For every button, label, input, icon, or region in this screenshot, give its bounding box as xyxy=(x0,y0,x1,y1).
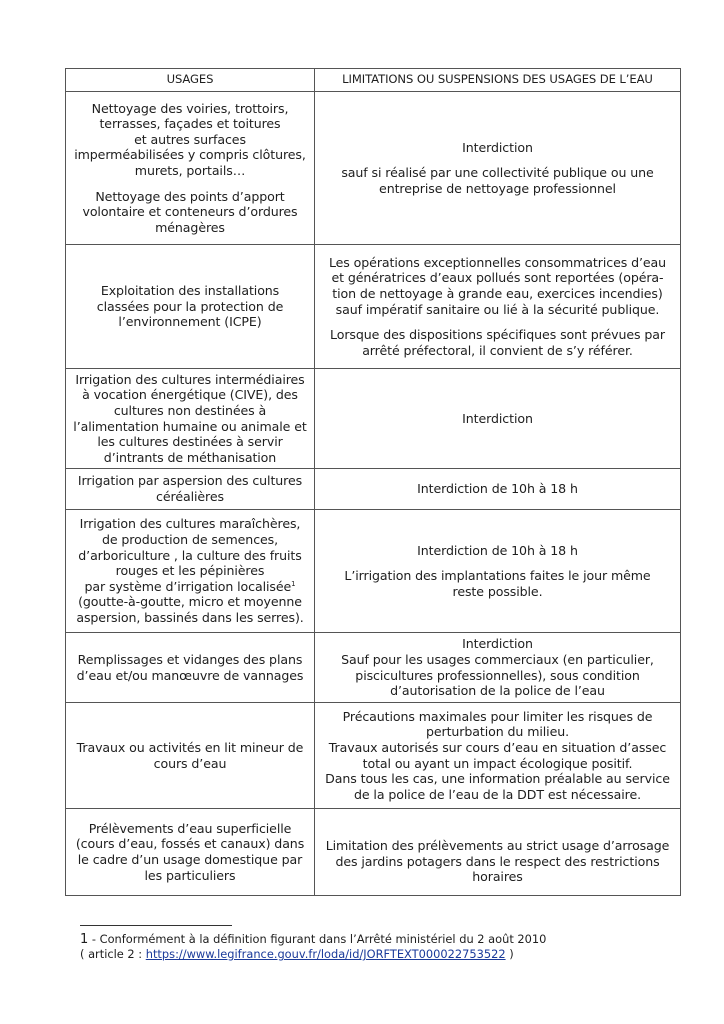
usage-text-line: cultures non destinées à xyxy=(113,402,267,418)
usage-text-line: l’environnement (ICPE) xyxy=(118,314,262,330)
usage-text-line: Nettoyage des voiries, trottoirs, xyxy=(91,100,289,116)
limitation-text-line: total ou ayant un impact écologique positif. xyxy=(362,755,633,771)
footnote-line-1: 1 - Conformément à la définition figurant dans l’Arrêté ministériel du 2 août 2010 xyxy=(80,932,547,947)
usage-cell xyxy=(66,245,315,369)
limitation-text-line: Interdiction xyxy=(462,139,533,155)
limitation-text-line: Dans tous les cas, une information préalable au service xyxy=(325,771,670,787)
limitation-text-line: et génératrices d’eaux pollués sont reportées (opéra- xyxy=(331,270,664,286)
table-row xyxy=(66,245,681,369)
limitation-text-line: Lorsque des dispositions spécifiques sont prévues par xyxy=(330,327,665,343)
usage-text-line: Irrigation des cultures maraîchères, xyxy=(79,516,301,532)
usage-text-line: (goutte-à-goutte, micro et moyenne xyxy=(78,594,302,610)
limitation-text-line: de la police de l’eau de la DDT est nécessaire. xyxy=(353,786,642,802)
footnote-line-2: ( article 2 : https://www.legifrance.gouv.fr/loda/id/JORFTEXT000022753522 ) xyxy=(80,947,514,961)
limitation-cell xyxy=(315,703,681,809)
limitation-cell xyxy=(315,633,681,703)
usage-text-line: d’arboriculture , la culture des fruits xyxy=(78,547,302,563)
footnote xyxy=(80,932,546,962)
usage-text-line: le cadre d’un usage domestique par xyxy=(77,852,303,867)
table-row xyxy=(66,809,681,896)
footnote-ref: 1 xyxy=(291,579,296,588)
legifrance-link[interactable]: https://www.legifrance.gouv.fr/loda/id/JORFTEXT000022753522 xyxy=(145,947,506,961)
limitation-text-line: sauf si réalisé par une collectivité publique ou une xyxy=(341,165,654,181)
limitation-text-line: entreprise de nettoyage professionnel xyxy=(379,180,616,196)
usage-text-line: par système d’irrigation localisée$^1$ xyxy=(84,578,296,594)
limitation-text-line: L’irrigation des implantations faites le jour même xyxy=(344,568,651,584)
usage-text-line: Travaux ou activités en lit mineur de xyxy=(76,739,304,755)
limitation-cell xyxy=(315,245,681,369)
usage-text-line: imperméabilisées y compris clôtures, xyxy=(74,147,306,163)
header-usages: USAGES xyxy=(66,69,315,92)
limitation-text-line: Précautions maximales pour limiter les risques de xyxy=(342,708,653,724)
usage-text-line: Nettoyage des points d’apport xyxy=(95,188,285,204)
limitation-cell xyxy=(315,510,681,633)
usage-text-line: Irrigation par aspersion des cultures xyxy=(77,473,303,489)
usage-text-line: aspersion, bassinés dans les serres). xyxy=(76,609,304,625)
header-limitations: LIMITATIONS OU SUSPENSIONS DES USAGES DE L’EAU xyxy=(315,69,681,92)
usage-cell xyxy=(66,510,315,633)
limitation-text-line: des jardins potagers dans le respect des restrictions xyxy=(335,853,660,869)
limitation-text-line: Interdiction de 10h à 18 h xyxy=(417,542,578,558)
limitation-text-line: Sauf pour les usages commerciaux (en particulier, xyxy=(341,651,654,667)
table-row xyxy=(66,92,681,245)
usage-text-line: de production de semences, xyxy=(101,532,279,548)
limitation-cell xyxy=(315,809,681,896)
table-header-row xyxy=(66,69,681,92)
usage-text-line: volontaire et conteneurs d’ordures xyxy=(82,204,298,220)
water-restrictions-table xyxy=(65,68,681,896)
usage-cell xyxy=(66,369,315,469)
limitation-cell xyxy=(315,369,681,469)
usage-text-line: et autres surfaces xyxy=(134,131,246,147)
usage-text-line: d’eau et/ou manœuvre de vannages xyxy=(76,667,304,683)
table-row xyxy=(66,633,681,703)
limitation-text-line: reste possible. xyxy=(452,583,543,599)
table-row xyxy=(66,469,681,510)
usage-text-line: les cultures destinées à servir xyxy=(97,434,283,450)
usage-cell xyxy=(66,809,315,896)
usage-text-line: Remplissages et vidanges des plans xyxy=(77,651,303,667)
usage-text-line: cours d’eau xyxy=(153,755,227,771)
limitation-text-line: Limitation des prélèvements au strict usage d’arrosage xyxy=(325,838,670,854)
limitation-text-line: arrêté préfectoral, il convient de s’y référer. xyxy=(362,342,633,358)
usage-cell xyxy=(66,633,315,703)
usage-text-line: rouges et les pépinières xyxy=(115,563,265,579)
usage-cell xyxy=(66,703,315,809)
limitation-text-line: perturbation du milieu. xyxy=(425,724,570,740)
limitation-text-line: Interdiction xyxy=(462,410,533,426)
limitation-text-line: piscicultures professionnelles), sous condition xyxy=(355,667,640,683)
limitation-cell xyxy=(315,469,681,510)
table-row xyxy=(66,703,681,809)
footnote-divider xyxy=(80,925,232,926)
usage-text-line: (cours d’eau, fossés et canaux) dans xyxy=(75,836,305,852)
usage-text-line: Irrigation des cultures intermédiaires xyxy=(75,371,305,387)
limitation-text-line: tion de nettoyage à grande eau, exercices incendies) xyxy=(332,285,663,301)
usage-cell xyxy=(66,469,315,510)
table-row xyxy=(66,510,681,633)
usage-text-line: ménagères xyxy=(155,219,225,235)
limitation-text-line: horaires xyxy=(472,869,523,885)
limitation-text-line: Interdiction xyxy=(462,636,533,652)
limitation-text-line: Interdiction de 10h à 18 h xyxy=(417,481,578,497)
usage-text-line: murets, portails… xyxy=(134,163,246,178)
limitation-cell xyxy=(315,92,681,245)
limitation-text-line: sauf impératif sanitaire ou lié à la sécurité publique. xyxy=(335,301,660,317)
usage-text-line: les particuliers xyxy=(144,867,236,883)
limitation-text-line: Travaux autorisés sur cours d’eau en situation d’assec xyxy=(328,739,667,755)
limitation-text-line: d’autorisation de la police de l’eau xyxy=(390,683,605,699)
usage-text-line: Exploitation des installations xyxy=(100,283,280,299)
usage-text-line: céréalières xyxy=(156,489,224,504)
footnote-number: 1 xyxy=(80,932,89,947)
usage-text-line: Prélèvements d’eau superficielle xyxy=(88,820,292,836)
usage-text-line: terrasses, façades et toitures xyxy=(99,116,281,132)
limitation-text-line: Les opérations exceptionnelles consommatrices d’eau xyxy=(328,254,667,270)
usage-text-line: l’alimentation humaine ou animale et xyxy=(73,418,307,434)
table-row xyxy=(66,369,681,469)
usage-text-line: à vocation énergétique (CIVE), des xyxy=(82,387,298,403)
usage-cell xyxy=(66,92,315,245)
usage-text-line: classées pour la protection de xyxy=(96,298,284,314)
usage-text-line: d’intrants de méthanisation xyxy=(103,449,277,465)
